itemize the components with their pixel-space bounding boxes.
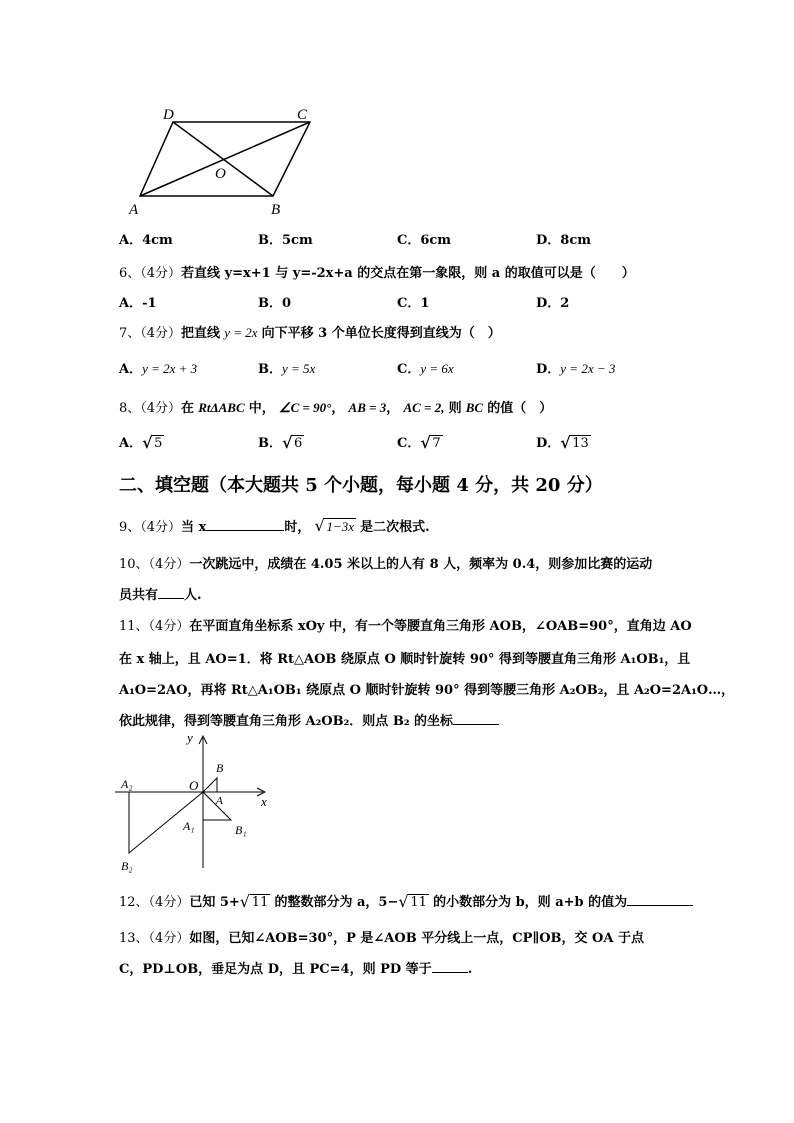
answer-blank[interactable]	[627, 893, 693, 906]
label-d: D	[163, 107, 174, 123]
q9-arg: 1−3x	[326, 519, 355, 534]
label-origin: O	[189, 778, 199, 793]
q7-option-d-expr: y = 2x − 3	[560, 361, 616, 376]
label-b: B	[271, 202, 281, 218]
q11-line4: 依此规律，得到等腰直角三角形 A₂OB₂．则点 B₂ 的坐标	[119, 714, 454, 729]
sqrt-icon: √ 7	[420, 433, 441, 452]
q6-option-d: D．2	[536, 296, 570, 311]
sqrt-icon: √ 13	[560, 433, 589, 452]
q8-t6: 的值（ ）	[487, 401, 553, 416]
q6-option-b: B．0	[258, 296, 292, 311]
answer-blank[interactable]	[206, 518, 284, 531]
section-2-heading: 二、填空题（本大题共 5 个小题，每小题 4 分，共 20 分）	[119, 475, 603, 496]
q7-option-b-expr: y = 5x	[282, 361, 316, 376]
question-12	[119, 891, 693, 910]
q7-option-b	[258, 358, 315, 377]
q9-t2: 时，	[284, 520, 311, 535]
coordinate-figure	[115, 728, 280, 878]
q6-prefix: 6、（4分）	[119, 266, 182, 281]
q12-t3: 的小数部分为 b，则 a+b 的值为	[433, 895, 628, 910]
answer-blank[interactable]	[432, 960, 468, 973]
q8-option-b	[258, 432, 304, 451]
label-a1: A₁	[183, 819, 195, 833]
q8-option-c	[397, 432, 443, 451]
q8-t4: ，	[386, 401, 400, 416]
label-a: A	[129, 202, 139, 218]
q10-line2b: 人.	[184, 588, 202, 603]
q7-option-c-expr: y = 6x	[420, 361, 454, 376]
sqrt-icon: √ 6	[282, 433, 303, 452]
q8-option-c-letter: C．	[397, 436, 421, 451]
sqrt-icon: √ 1−3x	[314, 516, 355, 535]
q8-t1: 在	[181, 401, 195, 416]
question-8	[119, 397, 552, 416]
q8-option-d-letter: D．	[536, 436, 561, 451]
question-10	[119, 553, 652, 572]
question-7	[119, 322, 501, 341]
q7-option-d-letter: D．	[536, 362, 561, 377]
label-a: A	[216, 795, 223, 807]
q8-prefix: 8、（4分）	[119, 401, 182, 416]
q8-t2: 中，	[248, 401, 275, 416]
q11-prefix: 11、（4分）	[119, 619, 190, 634]
q12-arg1: 11	[251, 895, 269, 910]
q7-text-b: 向下平移 3 个单位长度得到直线为（ ）	[261, 326, 501, 341]
q8-bc: BC	[465, 400, 484, 415]
q10-prefix: 10、（4分）	[119, 557, 190, 572]
q5-option-d: D．8cm	[536, 233, 591, 248]
question-10-line2	[119, 584, 202, 603]
diagonal-ac	[140, 122, 310, 196]
question-13-line2	[119, 958, 472, 977]
q7-option-a-letter: A．	[119, 362, 143, 377]
question-11	[119, 615, 692, 634]
q13-line1: 如图，已知∠AOB=30°，P 是∠AOB 平分线上一点，CP∥OB，交 OA 于点	[189, 931, 644, 946]
q8-t5: 则	[448, 401, 462, 416]
q12-arg2: 11	[410, 895, 427, 910]
label-a2: A₂	[121, 777, 133, 791]
q11-line1: 在平面直角坐标系 xOy 中，有一个等腰直角三角形 AOB，∠OAB=90°，直角边 AO	[189, 619, 692, 634]
question-11-line4	[119, 710, 499, 729]
parallelogram-figure	[125, 100, 325, 220]
q9-t3: 是二次根式.	[360, 520, 430, 535]
sqrt-icon: √ 11	[239, 892, 269, 911]
q8-t3: ，	[331, 401, 345, 416]
q7-text-a: 把直线	[181, 326, 221, 341]
q9-prefix: 9、（4分）	[119, 520, 182, 535]
q8-option-b-letter: B．	[258, 436, 282, 451]
answer-blank[interactable]	[453, 712, 499, 725]
label-b2: B₂	[121, 859, 133, 873]
q8-option-a	[119, 432, 164, 451]
triangle-aob	[203, 778, 217, 792]
q5-option-b: B．5cm	[258, 233, 313, 248]
question-6	[119, 262, 635, 281]
q8-angle: ∠C = 90°	[278, 400, 332, 415]
answer-blank[interactable]	[158, 586, 184, 599]
q9-t1: 当 x	[181, 520, 207, 535]
sqrt-icon: √ 5	[142, 433, 163, 452]
question-13	[119, 927, 644, 946]
q11-line3: A₁O=2AO，再将 Rt△A₁OB₁ 绕原点 O 顺时针旋转 90° 得到等腰三角形 A₂OB₂，且 A₂O=2A₁O…，	[119, 683, 735, 698]
label-x: x	[261, 794, 267, 809]
q10-line2a: 员共有	[119, 588, 159, 603]
q11-line2: 在 x 轴上，且 AO=1．将 Rt△AOB 绕原点 O 顺时针旋转 90° 得到等腰直角三角形 A₁OB₁，且	[119, 652, 691, 667]
sqrt-icon: √ 11	[398, 892, 427, 911]
q6-text: 若直线 y=x+1 与 y=-2x+a 的交点在第一象限，则 a 的取值可以是（ ）	[181, 266, 635, 281]
q13-line2a: C，PD⊥OB，垂足为点 D，且 PC=4，则 PD 等于	[119, 962, 432, 977]
q8-triangle: RtΔABC	[198, 400, 245, 415]
label-c: C	[297, 107, 308, 123]
diagonal-bd	[173, 122, 273, 196]
q7-option-c-letter: C．	[397, 362, 421, 377]
q8-ac: AC = 2,	[403, 400, 445, 415]
q13-prefix: 13、（4分）	[119, 931, 190, 946]
q8-option-b-arg: 6	[294, 436, 303, 451]
q8-option-d-arg: 13	[572, 436, 589, 451]
label-y: y	[187, 730, 193, 745]
q12-t1: 已知 5+	[189, 895, 240, 910]
q8-ab: AB = 3	[348, 400, 387, 415]
question-9	[119, 516, 430, 535]
q7-option-a	[119, 358, 197, 377]
q10-line1: 一次跳远中，成绩在 4.05 米以上的人有 8 人，频率为 0.4，则参加比赛的运动	[189, 557, 653, 572]
q8-option-a-arg: 5	[154, 436, 163, 451]
q8-option-d	[536, 432, 591, 451]
label-o: O	[215, 166, 226, 182]
q5-option-a: A．4cm	[119, 233, 173, 248]
q13-line2b: .	[467, 962, 473, 977]
label-b1: B₁	[235, 823, 247, 837]
q8-option-a-letter: A．	[119, 436, 143, 451]
q7-option-c	[397, 358, 454, 377]
q6-option-a: A．-1	[119, 296, 157, 311]
q12-prefix: 12、（4分）	[119, 895, 190, 910]
q6-option-c: C．1	[397, 296, 430, 311]
q12-t2: 的整数部分为 a，5−	[274, 895, 399, 910]
q8-option-c-arg: 7	[432, 436, 441, 451]
q7-prefix: 7、（4分）	[119, 326, 182, 341]
q7-option-d	[536, 358, 615, 377]
q7-expr: y = 2x	[224, 325, 258, 340]
label-b: B	[216, 761, 224, 775]
q7-option-a-expr: y = 2x + 3	[142, 361, 198, 376]
q7-option-b-letter: B．	[258, 362, 282, 377]
q5-option-c: C．6cm	[397, 233, 452, 248]
